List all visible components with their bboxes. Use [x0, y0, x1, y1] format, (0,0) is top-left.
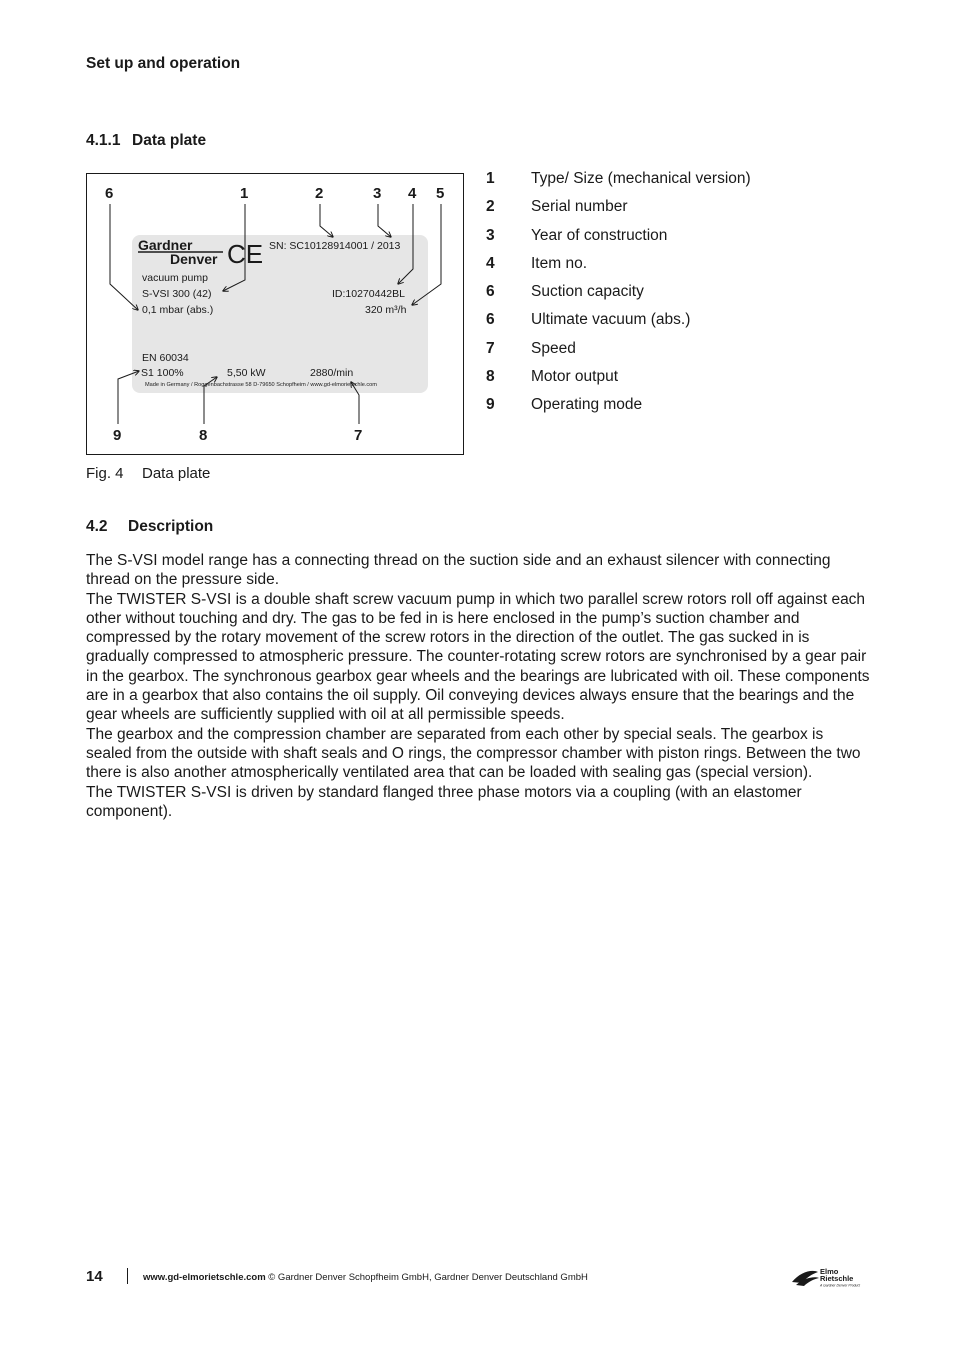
- plate-mode: S1 100%: [141, 367, 184, 379]
- description-paragraph: The TWISTER S-VSI is a double shaft screw vacuum pump in which two parallel screw rotors roll off against each other without touching and dry. The gas to be fed in is here enclosed in the pump’s suction chamber and compressed by the rotary movement of the screw rotors in the direction of the outlet. The gas sucked in is gradually compressed to atmospheric pressure. The counter-rotating screw rotors are synchronised by a gear pair in the gearbox. The synchronous gearbox gear wheels and the bearings are lubricated with oil. These components are in a gearbox that also contains the oil supply. Oil conveying devices always ensure that the bearings and the gear wheels are sufficiently supplied with oil at all permissible speeds.: [86, 590, 870, 724]
- data-plate-figure: [86, 173, 464, 455]
- plate-power: 5,50 kW: [227, 367, 266, 379]
- legend-label: Type/ Size (mechanical version): [531, 170, 751, 187]
- logo-mark: [790, 1266, 868, 1290]
- legend-label: Year of construction: [531, 226, 668, 244]
- description-paragraph: The S-VSI model range has a connecting thread on the suction side and an exhaust silencer with connecting thread on the pressure side.: [86, 552, 831, 589]
- description-paragraph: The gearbox and the compression chamber are separated from each other by special seals. The gearbox is sealed from the outside with shaft seals and O rings, the compressor chamber with piston rings. Between the two there is also another atmospherically ventilated area that can be loaded with sealing gas (special version).: [86, 725, 861, 782]
- legend-item: [486, 281, 926, 309]
- plate-type: S-VSI 300 (42): [142, 288, 212, 300]
- footer-url[interactable]: www.gd-elmorietschle.com: [143, 1272, 266, 1283]
- legend-key: 7: [486, 339, 495, 357]
- plate-item-id: ID:10270442BL: [332, 288, 405, 300]
- brand-line-1: Gardner: [138, 237, 193, 253]
- legend-item: [486, 309, 926, 337]
- legend-item: [486, 168, 926, 196]
- legend-item: [486, 196, 926, 224]
- legend-label: Suction capacity: [531, 283, 644, 301]
- callout-4: 4: [408, 185, 417, 202]
- legend-item: [486, 394, 926, 422]
- legend-key: 4: [486, 254, 495, 272]
- legend-key: 8: [486, 368, 495, 386]
- legend-item: [486, 366, 926, 394]
- callout-3: 3: [373, 185, 382, 202]
- heading-number: 4.2: [86, 518, 108, 535]
- callout-2: 2: [315, 185, 324, 202]
- logo-line-1: Elmo: [820, 1267, 839, 1276]
- callout-1: 1: [240, 185, 249, 202]
- callout-6: 6: [105, 185, 114, 202]
- legend-key: 3: [486, 226, 495, 244]
- page-number: 14: [86, 1268, 103, 1285]
- legend-label: Operating mode: [531, 396, 643, 414]
- legend-item: [486, 225, 926, 253]
- logo-line-2: Rietschle: [820, 1274, 854, 1283]
- heading-data-plate: [86, 132, 206, 150]
- plate-product: vacuum pump: [142, 272, 208, 284]
- legend-key: 6: [486, 311, 495, 329]
- legend-key: 1: [486, 170, 495, 187]
- legend-key: 9: [486, 396, 495, 414]
- footer-copyright: © Gardner Denver Schopfheim GmbH, Gardner Denver Deutschland GmbH: [265, 1272, 588, 1283]
- heading-number: 4.1.1: [86, 132, 121, 149]
- plate-address: Made in Germany / Roggenbachstrasse 58 D-79650 Schopfheim / www.gd-elmorietschle.com: [145, 382, 377, 388]
- ce-mark: CE: [227, 239, 264, 269]
- description-body: [86, 551, 871, 821]
- description-paragraph: The TWISTER S-VSI is driven by standard flanged three phase motors via a coupling (with an elastomer component).: [86, 783, 802, 820]
- plate-speed: 2880/min: [310, 367, 354, 379]
- section-header: Set up and operation: [86, 55, 241, 72]
- callout-5: 5: [436, 185, 445, 202]
- legend-key: 6: [486, 283, 495, 301]
- footer-text: [143, 1272, 588, 1283]
- legend-label: Motor output: [531, 368, 619, 386]
- plate-capacity: 320 m³/h: [365, 304, 407, 316]
- plate-standard: EN 60034: [142, 352, 189, 364]
- callout-7: 7: [354, 427, 363, 444]
- legend-label: Item no.: [531, 254, 587, 272]
- caption-text: Data plate: [142, 465, 211, 482]
- plate-serial: SN: SC10128914001 / 2013: [269, 240, 401, 252]
- legend-item: [486, 338, 926, 366]
- brand-line-2: Denver: [170, 251, 218, 267]
- heading-description: [86, 518, 213, 536]
- plate-vacuum: 0,1 mbar (abs.): [142, 304, 214, 316]
- legend-item: [486, 253, 926, 281]
- elmo-rietschle-logo: [790, 1266, 868, 1295]
- heading-title: Description: [128, 518, 214, 535]
- callout-8: 8: [199, 427, 208, 444]
- legend-key: 2: [486, 198, 495, 216]
- footer-divider: [127, 1268, 128, 1284]
- data-plate-drawing: [87, 174, 463, 454]
- legend-label: Speed: [531, 339, 576, 357]
- heading-title: Data plate: [132, 132, 207, 149]
- logo-tagline: A Gardner Denver Product: [820, 1283, 861, 1288]
- legend-label: Serial number: [531, 198, 628, 216]
- legend-label: Ultimate vacuum (abs.): [531, 311, 691, 329]
- callout-9: 9: [113, 427, 122, 444]
- caption-number: Fig. 4: [86, 465, 124, 482]
- figure-legend: [486, 168, 926, 423]
- figure-caption: [86, 465, 210, 482]
